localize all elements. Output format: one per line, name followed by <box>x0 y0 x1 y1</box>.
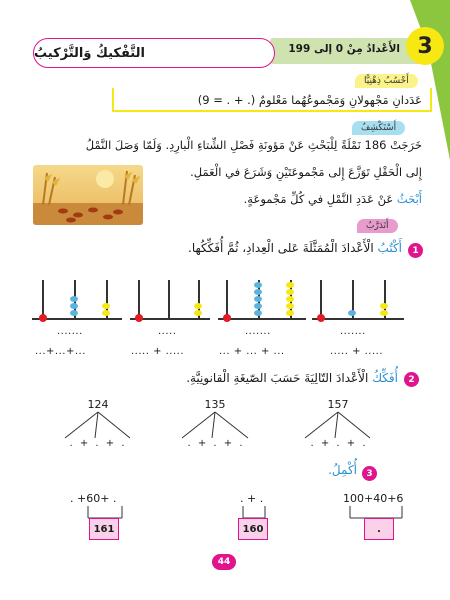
result-box-1: 161 <box>89 518 119 540</box>
exercise-1-text: الْأَعْدادَ الْمُمَثَّلَةَ عَلى الْعِدادِ، ثُمَّ أُفَكِّكُها. <box>188 241 374 255</box>
abacus-3-decomposition[interactable]: ... + ... + ... <box>219 346 285 357</box>
number-range-label: الأَعْدادُ مِنْ 0 إلى 199 <box>288 43 400 55</box>
exercise-1-verb: أَكْتُبُ <box>377 241 402 255</box>
tree-2-total: 135 <box>204 398 226 411</box>
lesson-title <box>33 38 275 68</box>
exercise-3-number: 3 <box>362 466 377 481</box>
abacus-2-decomposition[interactable]: ..... + ..... <box>131 346 185 357</box>
exercise-2-text: الْأَعْدادَ التّالِيَةَ حَسَبَ الصّيغَةِ الْقانونِيَّةِ. <box>186 371 369 385</box>
tree-1-total: 124 <box>87 398 109 411</box>
result-box-2: 160 <box>238 518 268 540</box>
exercise-1-instruction <box>188 241 402 255</box>
abacus-1-answer[interactable]: ....... <box>57 326 83 337</box>
abacus-4-decomposition[interactable]: ..... + ..... <box>330 346 384 357</box>
discover-verb: أَبْحَثُ <box>396 192 422 206</box>
exercise-2-verb: أُفَكِّكُ <box>372 371 398 385</box>
discover-tag: أَسْتَكْشِفُ <box>352 121 405 135</box>
unit-number-badge: 3 <box>406 27 444 65</box>
ants-field-picture <box>33 165 143 225</box>
tree-3-leaves[interactable]: . + . + . <box>310 438 366 449</box>
exercise-3-instruction: أُكْمِلُ. <box>328 463 357 477</box>
lesson-title-text: التَّفْكيكُ وَالتَّرْكيبُ <box>34 45 145 61</box>
expression-3: 100+40+6 <box>343 492 404 505</box>
exercise-1-number: 1 <box>408 243 423 258</box>
abacus-1-decomposition[interactable]: ...+...+... <box>35 346 86 357</box>
discover-line-3 <box>244 192 422 206</box>
discover-line-1: خَرَجَتْ 186 نَمْلَةً لِلْبَحْثِ عَنْ مَؤونَةِ فَصْلِ الشِّتاءِ الْبارِدِ. وَلَمّا وَصَلَ النَّمْلُ <box>85 138 422 152</box>
discover-line-2: إِلى الْحَقْلِ تَوَزَّعَ إِلى مَجْموعَتَيْنِ وَشَرَعَ في الْعَمَلِ. <box>190 165 422 179</box>
mental-math-text: عَدَدانِ مَجْهولانِ وَمَجْموعُهُما مَعْلومٌ (. + . = 9) <box>197 93 422 107</box>
mental-math-tag: أَحْسُبُ ذِهْنِيًّا <box>355 74 418 88</box>
tree-3-total: 157 <box>327 398 349 411</box>
practice-tag: أَتَدَرَّبُ <box>357 219 398 233</box>
expression-2[interactable]: . + . <box>240 492 264 505</box>
abacus-4-answer[interactable]: ....... <box>340 326 366 337</box>
expression-1[interactable]: . +60+ . <box>70 492 117 505</box>
abacus-3-answer[interactable]: ....... <box>245 326 271 337</box>
page-number: 44 <box>212 554 236 570</box>
exercise-2-number: 2 <box>404 372 419 387</box>
discover-question: عَنْ عَدَدِ النَّمْلِ في كُلِّ مَجْموعَةٍ. <box>243 192 394 206</box>
abacus-2-answer[interactable]: ..... <box>158 326 177 337</box>
exercise-2-instruction <box>186 371 398 385</box>
tree-2-leaves[interactable]: . + . + . <box>187 438 243 449</box>
result-box-3[interactable]: . <box>364 518 394 540</box>
tree-1-leaves[interactable]: . + . + . <box>69 438 125 449</box>
